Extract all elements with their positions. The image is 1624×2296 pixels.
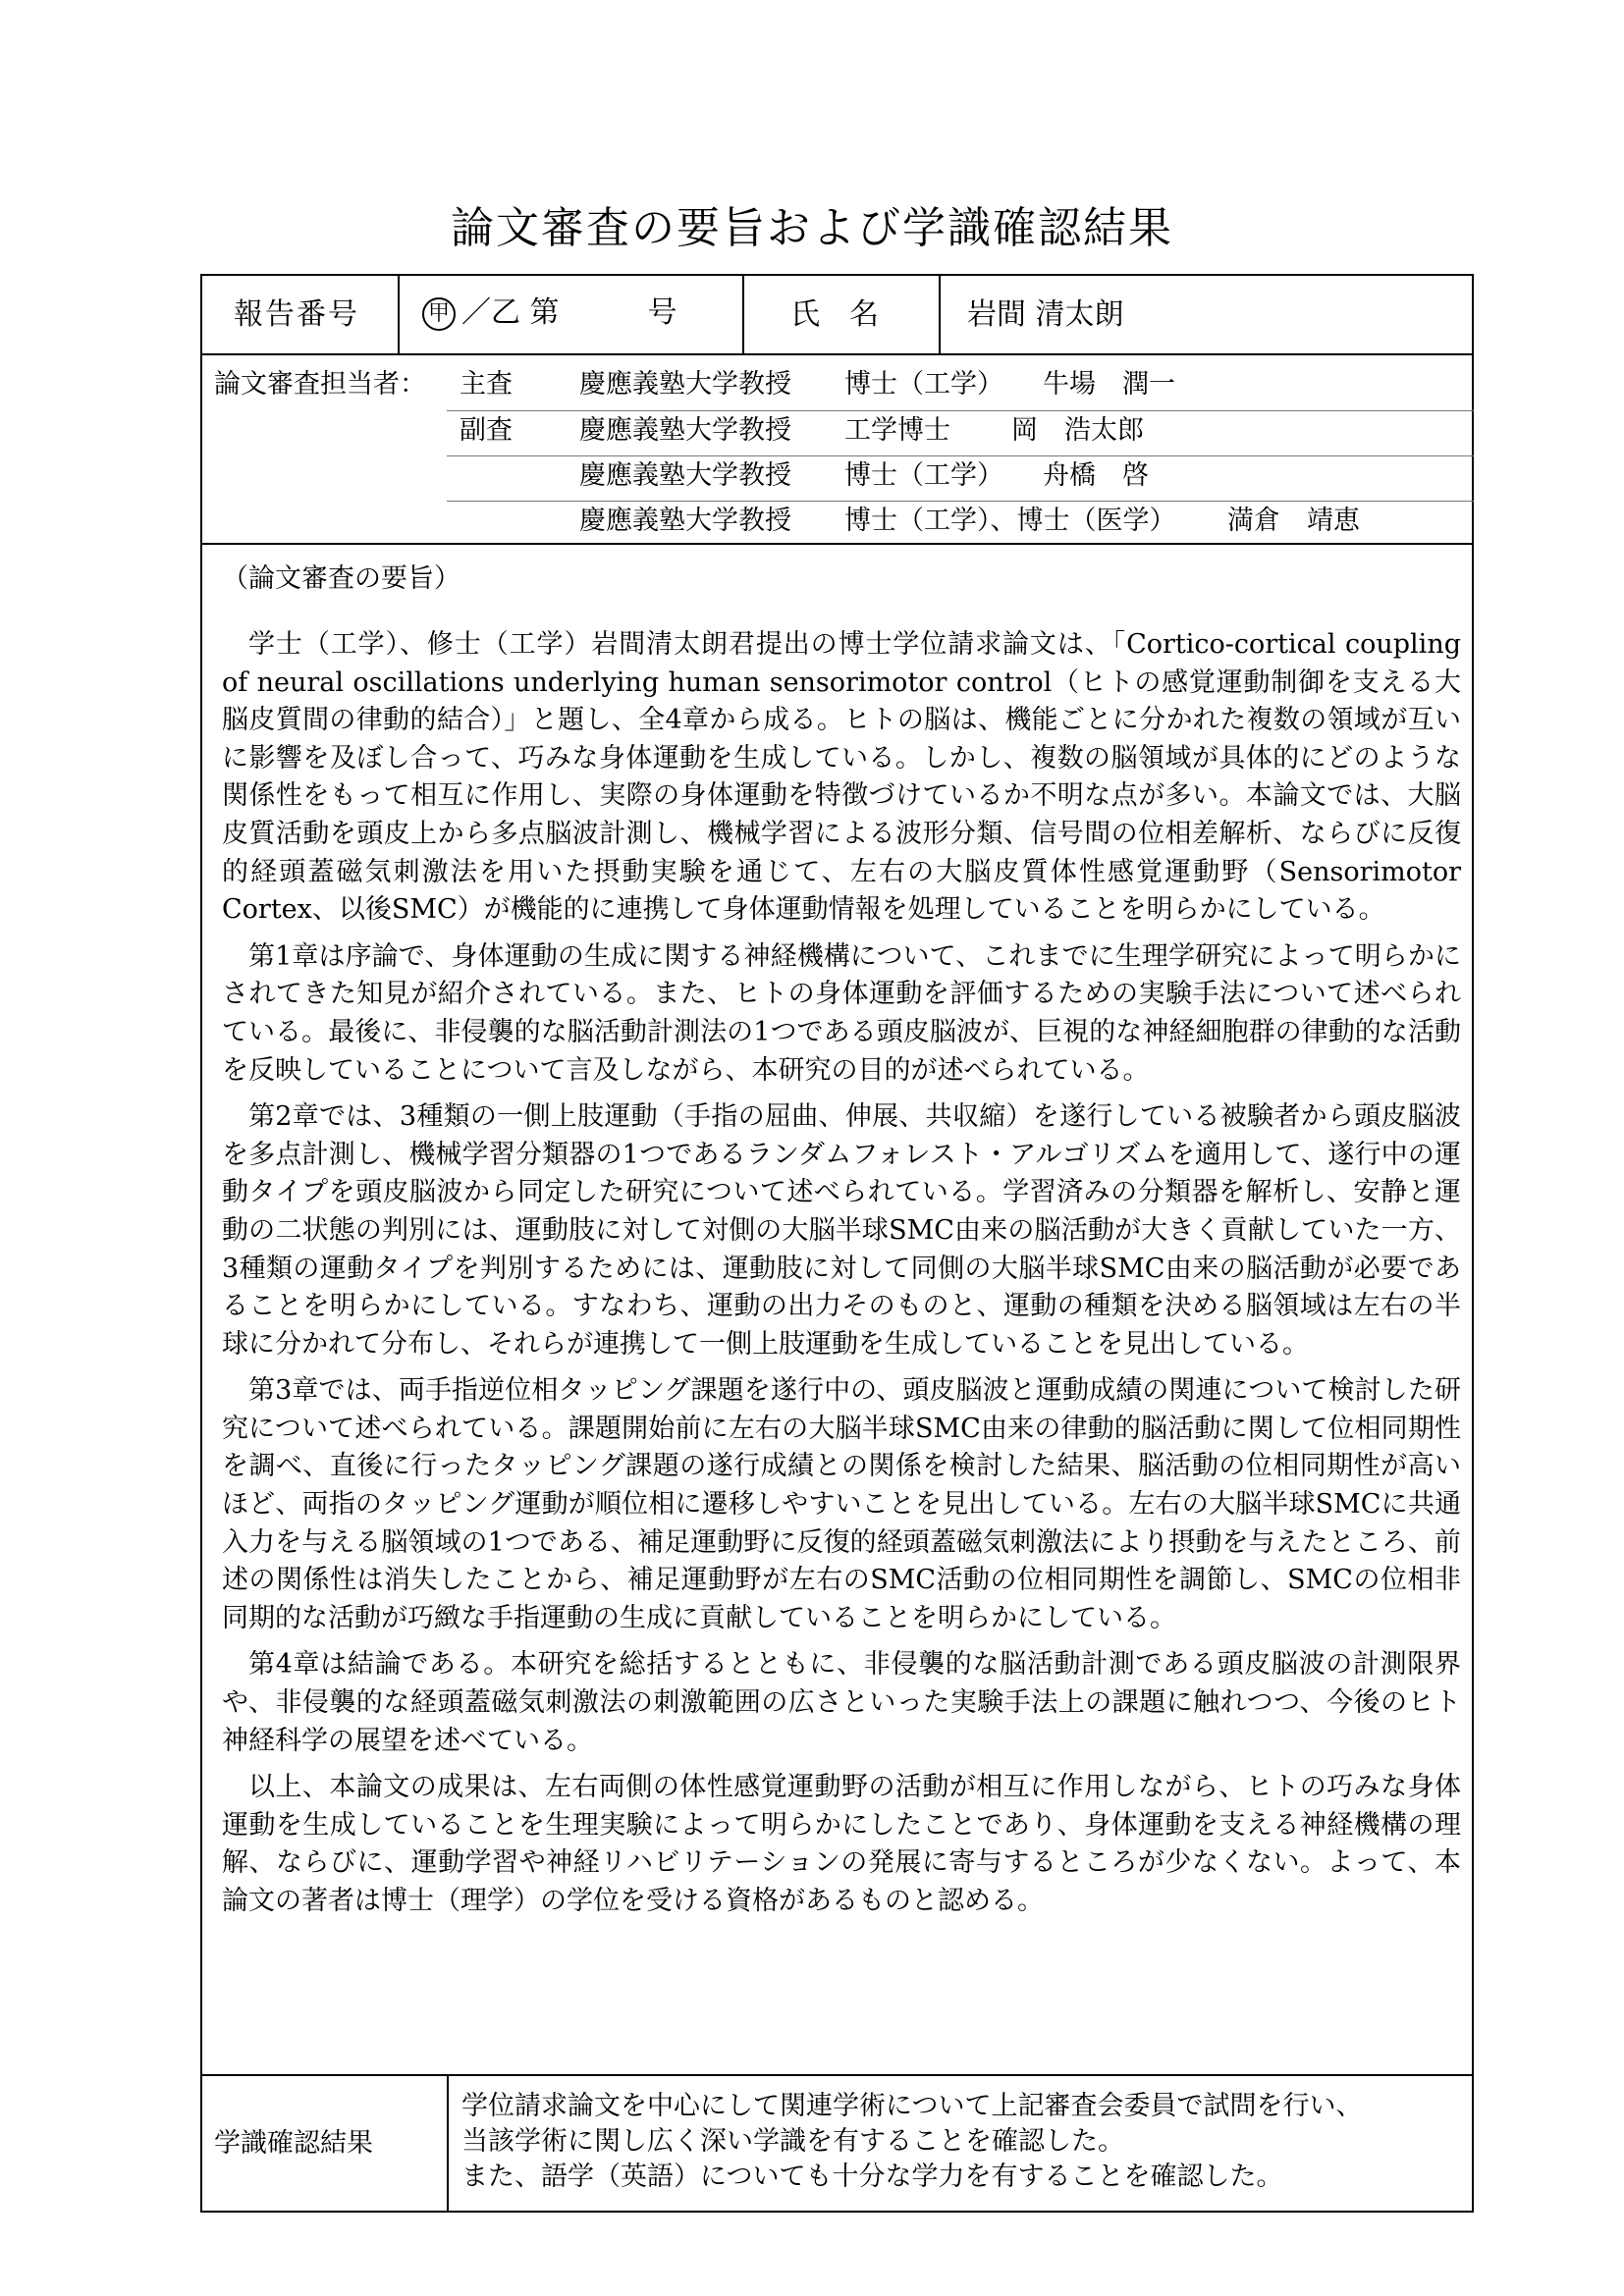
committee-name: 岡 浩太郎 (1011, 415, 1144, 446)
result-line: 学位請求論文を中心にして関連学術について上記審査会委員で試問を行い、 (461, 2091, 1363, 2121)
name-label: 氏 名 (790, 297, 879, 332)
committee-row-rule-2 (447, 455, 1474, 456)
committee-row-rule-3 (447, 501, 1474, 502)
committee-degree: 工学博士 (844, 415, 950, 446)
summary-body (222, 626, 1461, 1930)
summary-paragraph: 以上、本論文の成果は、左右両側の体性感覚運動野の活動が相互に作用しながら、ヒトの巧みな身体運動を生成していることを生理実験によって明らかにしたことであり、身体運動を支える神経機構の理解、ならびに、運動学習や神経リハビリテーションの発展に寄与するところが少なくない。よって、本論文の著者は博士（理学）の学位を受ける資格があるものと認める。 (222, 1772, 1461, 1916)
name-value: 岩間 清太朗 (967, 297, 1124, 332)
committee-affiliation: 慶應義塾大学教授 (579, 415, 791, 446)
header-col-divider-1 (398, 274, 400, 354)
result-divider (200, 2074, 1474, 2076)
summary-paragraph: 学士（工学）、修士（工学）岩間清太朗君提出の博士学位請求論文は、「Cortico-cortical coupling of neural oscillations underlying human sensorimotor control（ヒトの感覚運動制御を支える大脳皮質間の律動的結合）」と題し、全4章から成る。ヒトの脳は、機能ごとに分かれた複数の領域が互いに影響を及ぼし合って、巧みな身体運動を生成している。しかし、複数の脳領域が具体的にどのような関係性をもって相互に作用し、実際の身体運動を特徴づけているか不明な点が多い。本論文では、大脳皮質活動を頭皮上から多点脳波計測し、機械学習による波形分類、信号間の位相差解析、ならびに反復的経頭蓋磁気刺激法を用いた摂動実験を通じて、左右の大脳皮質体性感覚運動野（Sensorimotor Cortex、以後SMC）が機能的に連携して身体運動情報を処理していることを明らかにしている。 (222, 629, 1461, 926)
report-number-value: ／乙 第 号 (461, 295, 677, 330)
committee-name: 満倉 靖恵 (1227, 506, 1360, 536)
result-label: 学識確認結果 (214, 2128, 373, 2159)
header-col-divider-2 (742, 274, 744, 354)
committee-role: 副査 (460, 415, 513, 446)
committee-name: 牛場 潤一 (1043, 369, 1175, 400)
committee-name: 舟橋 啓 (1043, 460, 1149, 491)
header-divider (200, 353, 1474, 355)
committee-degree: 博士（工学）、博士（医学） (844, 506, 1176, 536)
committee-label: 論文審査担当者： (214, 369, 426, 400)
result-text (461, 2089, 1463, 2195)
header-col-divider-3 (939, 274, 941, 354)
document-title: 論文審査の要旨および学識確認結果 (451, 203, 1173, 253)
report-type-circled: 甲 (422, 297, 456, 331)
committee-affiliation: 慶應義塾大学教授 (579, 506, 791, 536)
report-number-field (422, 297, 677, 331)
committee-divider (200, 543, 1474, 545)
summary-paragraph: 第4章は結論である。本研究を総括するとともに、非侵襲的な脳活動計測である頭皮脳波の計測限界や、非侵襲的な経頭蓋磁気刺激法の刺激範囲の広さといった実験手法上の課題に触れつつ、今後のヒト神経科学の展望を述べている。 (222, 1649, 1461, 1756)
report-number-label: 報告番号 (234, 297, 359, 332)
summary-heading: （論文審査の要旨） (222, 563, 460, 594)
result-col-divider (447, 2074, 449, 2213)
committee-affiliation: 慶應義塾大学教授 (579, 369, 791, 400)
summary-paragraph: 第3章では、両手指逆位相タッピング課題を遂行中の、頭皮脳波と運動成績の関連について検討した研究について述べられている。課題開始前に左右の大脳半球SMC由来の律動的脳活動に関して位相同期性を調べ、直後に行ったタッピング課題の遂行成績との関係を検討した結果、脳活動の位相同期性が高いほど、両指のタッピング運動が順位相に遷移しやすいことを見出している。左右の大脳半球SMCに共通入力を与える脳領域の1つである、補足運動野に反復的経頭蓋磁気刺激法により摂動を与えたところ、前述の関係性は消失したことから、補足運動野が左右のSMC活動の位相同期性を調節し、SMCの位相非同期的な活動が巧緻な手指運動の生成に貢献していることを明らかにしている。 (222, 1375, 1461, 1633)
committee-row-rule-1 (447, 410, 1474, 411)
committee-degree: 博士（工学） (844, 369, 1003, 400)
result-line: また、語学（英語）についても十分な学力を有することを確認した。 (461, 2162, 1283, 2192)
summary-paragraph: 第2章では、3種類の一側上肢運動（手指の屈曲、伸展、共収縮）を遂行している被験者から頭皮脳波を多点計測し、機械学習分類器の1つであるランダムフォレスト・アルゴリズムを適用して、遂行中の運動タイプを頭皮脳波から同定した研究について述べられている。学習済みの分類器を解析し、安静と運動の二状態の判別には、運動肢に対して対側の大脳半球SMC由来の脳活動が大きく貢献していた一方、3種類の運動タイプを判別するためには、運動肢に対して同側の大脳半球SMC由来の脳活動が必要であることを明らかにしている。すなわち、運動の出力そのものと、運動の種類を決める脳領域は左右の半球に分かれて分布し、それらが連携して一側上肢運動を生成していることを見出している。 (222, 1101, 1461, 1360)
summary-paragraph: 第1章は序論で、身体運動の生成に関する神経機構について、これまでに生理学研究によって明らかにされてきた知見が紹介されている。また、ヒトの身体運動を評価するための実験手法について述べられている。最後に、非侵襲的な脳活動計測法の1つである頭皮脳波が、巨視的な神経細胞群の律動的な活動を反映していることについて言及しながら、本研究の目的が述べられている。 (222, 940, 1461, 1086)
committee-affiliation: 慶應義塾大学教授 (579, 460, 791, 491)
result-line: 当該学術に関し広く深い学識を有することを確認した。 (461, 2126, 1124, 2157)
committee-role: 主査 (460, 369, 513, 400)
committee-degree: 博士（工学） (844, 460, 1003, 491)
